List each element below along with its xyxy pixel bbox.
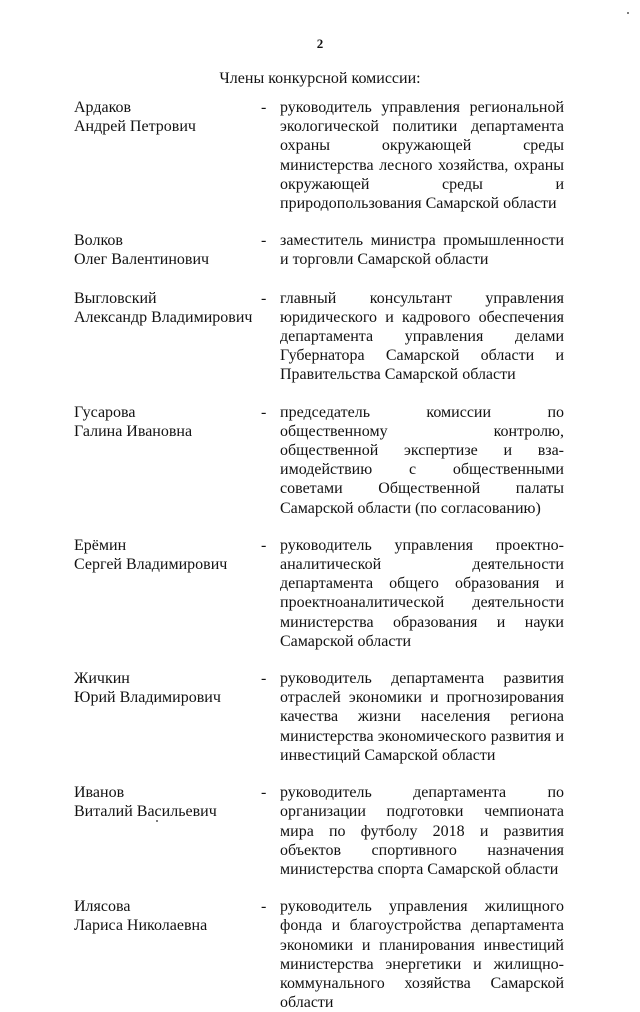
member-given-names: Андрей Петрович xyxy=(74,118,196,136)
member-surname: Ерёмин xyxy=(74,536,127,554)
member-given-names: Сергей Владимирович xyxy=(74,556,228,574)
member-dash: - xyxy=(261,784,267,802)
member-name xyxy=(74,897,267,935)
member-surname: Волков xyxy=(74,232,123,250)
member-entry xyxy=(0,897,640,1012)
member-role: председатель комиссии по общественному контролю, общественной экспертизе и взаимодействию с общественными советами Общественной палаты Самарской области (по согласованию) xyxy=(280,403,564,517)
page-number: 2 xyxy=(316,36,324,51)
member-name xyxy=(74,289,267,327)
member-dash: - xyxy=(261,536,267,554)
member-name xyxy=(74,536,267,574)
member-surname: Выгловский xyxy=(74,289,157,307)
member-entry xyxy=(0,403,640,518)
member-entry xyxy=(0,289,640,385)
member-dash: - xyxy=(261,898,267,916)
member-given-names: Юрий Владимирович xyxy=(74,689,221,707)
member-entry xyxy=(0,536,640,651)
member-entry xyxy=(0,669,640,765)
member-entry xyxy=(0,98,640,213)
member-name xyxy=(74,669,267,707)
member-role: руководитель департамента развития отраслей экономики и прогнозирования качества жизни населения региона министерства экономического развития и инвестиций Самарской области xyxy=(280,670,564,764)
member-surname: Иванов xyxy=(74,784,125,802)
scan-speck xyxy=(156,820,158,822)
member-role: руководитель управления региональной экологической политики департамента охраны окружающей среды министерства лесного хозяйства, охраны окружающей среды и природопользования Самарской области xyxy=(280,99,564,213)
commission-members-heading: Члены конкурсной комиссии: xyxy=(219,70,421,87)
members-list xyxy=(0,98,640,1012)
member-name xyxy=(74,231,267,269)
member-given-names: Виталий Васильевич xyxy=(74,803,217,821)
member-surname: Гусарова xyxy=(74,403,136,421)
member-dash: - xyxy=(261,403,267,421)
member-given-names: Лариса Николаевна xyxy=(74,917,208,935)
member-role: руководитель департамента по организации подготовки чемпионата мира по футболу 2018 и развития объектов спортивного назначения министерства спорта Самарской области xyxy=(280,784,564,878)
member-dash: - xyxy=(261,232,267,250)
member-dash: - xyxy=(261,670,267,688)
member-surname: Илясова xyxy=(74,898,131,916)
member-dash: - xyxy=(261,289,267,307)
member-surname: Жичкин xyxy=(74,670,130,688)
member-surname: Ардаков xyxy=(74,99,132,116)
member-role: заместитель министра промышленности и торговли Самарской области xyxy=(280,232,564,269)
member-name xyxy=(74,783,267,821)
member-role: руководитель управления проектноаналитической деятельности департамента общего образования и проектноаналитической деятельности министерства образования и науки Самарской области xyxy=(280,536,564,650)
member-dash: - xyxy=(261,99,267,116)
scan-speck xyxy=(627,12,629,14)
member-role: руководитель управления жилищного фонда и благоустройства департамента экономики и планирования инвестиций министерства энергетики и жилищнокоммунального хозяйства Самарской области xyxy=(280,898,564,1012)
member-given-names: Олег Валентинович xyxy=(74,251,210,269)
member-given-names: Александр Владимирович xyxy=(74,308,253,326)
member-role: главный консультант управления юридического и кадрового обеспечения департамента управления делами Губернатора Самарской области и Правительства Самарской области xyxy=(280,289,564,384)
member-entry xyxy=(0,783,640,879)
member-name xyxy=(74,98,267,136)
member-name xyxy=(74,403,267,441)
member-entry xyxy=(0,231,640,269)
member-given-names: Галина Ивановна xyxy=(74,422,193,440)
